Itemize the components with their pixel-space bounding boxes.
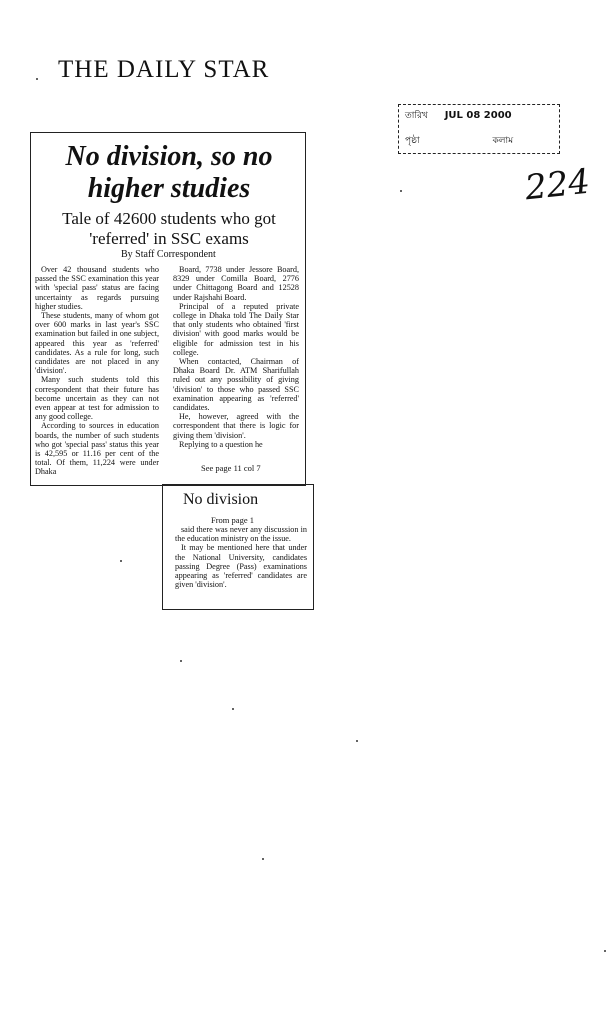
article-column-2 xyxy=(173,265,299,449)
date-stamp xyxy=(398,104,560,154)
stamp-page-label: পৃষ্ঠা xyxy=(405,136,420,146)
paragraph: Replying to a question he xyxy=(179,439,263,449)
continuation-clipping xyxy=(162,484,314,610)
scan-speck xyxy=(356,740,358,742)
paragraph: Many such students told this correspondent that their future has become uncertain as they can not even appear at test for admission to any good college. xyxy=(35,375,159,422)
scan-speck xyxy=(120,560,122,562)
stamp-date-label: তারিখ xyxy=(405,111,428,121)
article-clipping xyxy=(30,132,306,486)
paragraph: Over 42 thousand students who passed the SSC examination this year with 'special pass' status are facing uncertainty as regards pursuing higher studies. xyxy=(35,265,159,311)
scan-speck xyxy=(232,708,234,710)
newspaper-masthead: THE DAILY STAR xyxy=(58,56,270,83)
article-byline: By Staff Correspondent xyxy=(121,249,216,260)
paragraph: Board, 7738 under Jessore Board, 8329 under Comilla Board, 2776 under Chittagong Board and 12528 under Rajshahi Board. xyxy=(173,265,299,302)
stamp-date: JUL 08 2000 xyxy=(444,110,512,121)
scan-speck xyxy=(400,190,402,192)
paragraph: It may be mentioned here that under the National University, candidates passing Degree (Pass) examinations appearing as 'referred' candidates are given 'division'. xyxy=(175,543,307,590)
paragraph: According to sources in education boards, the number of such students who got 'special pass' status this year is 42,595 or 11.16 per cent of the total. Of them, 11,224 were under Dhaka xyxy=(35,421,159,477)
paragraph: When contacted, Chairman of Dhaka Board Dr. ATM Sharifullah ruled out any possibility of giving 'division' to those who passed SSC examination appearing as 'referred' candidates. xyxy=(173,357,299,413)
paragraph: said there was never any discussion in the education ministry on the issue. xyxy=(175,525,307,544)
see-page-reference: See page 11 col 7 xyxy=(201,463,261,473)
continuation-from-page: From page 1 xyxy=(211,515,254,525)
paragraph: These students, many of whom got over 600 marks in last year's SSC examination but failed in one subject, appeared this year as 'referred' candidates. As a rule for long, such candidates are not placed in any 'division'. xyxy=(35,311,159,376)
continuation-title: No division xyxy=(183,491,259,508)
article-subhead: Tale of 42600 students who got 'referred' in SSC exams xyxy=(62,209,276,248)
stamp-column-label: কলাম xyxy=(492,136,514,146)
paragraph: He, however, agreed with the correspondent that there is logic for giving them 'division'. xyxy=(173,412,299,440)
article-column-1 xyxy=(35,265,159,477)
scan-speck xyxy=(604,950,606,952)
article-headline: No division, so no higher studies xyxy=(65,141,273,204)
scan-speck xyxy=(180,660,182,662)
handwritten-page-number: 224 xyxy=(523,161,592,209)
scan-speck xyxy=(36,78,38,80)
continuation-body xyxy=(175,525,307,589)
paragraph: Principal of a reputed private college in Dhaka told The Daily Star that only students who obtained 'first division' with good marks would be eligible for admission test in his college. xyxy=(173,301,299,357)
scan-speck xyxy=(262,858,264,860)
